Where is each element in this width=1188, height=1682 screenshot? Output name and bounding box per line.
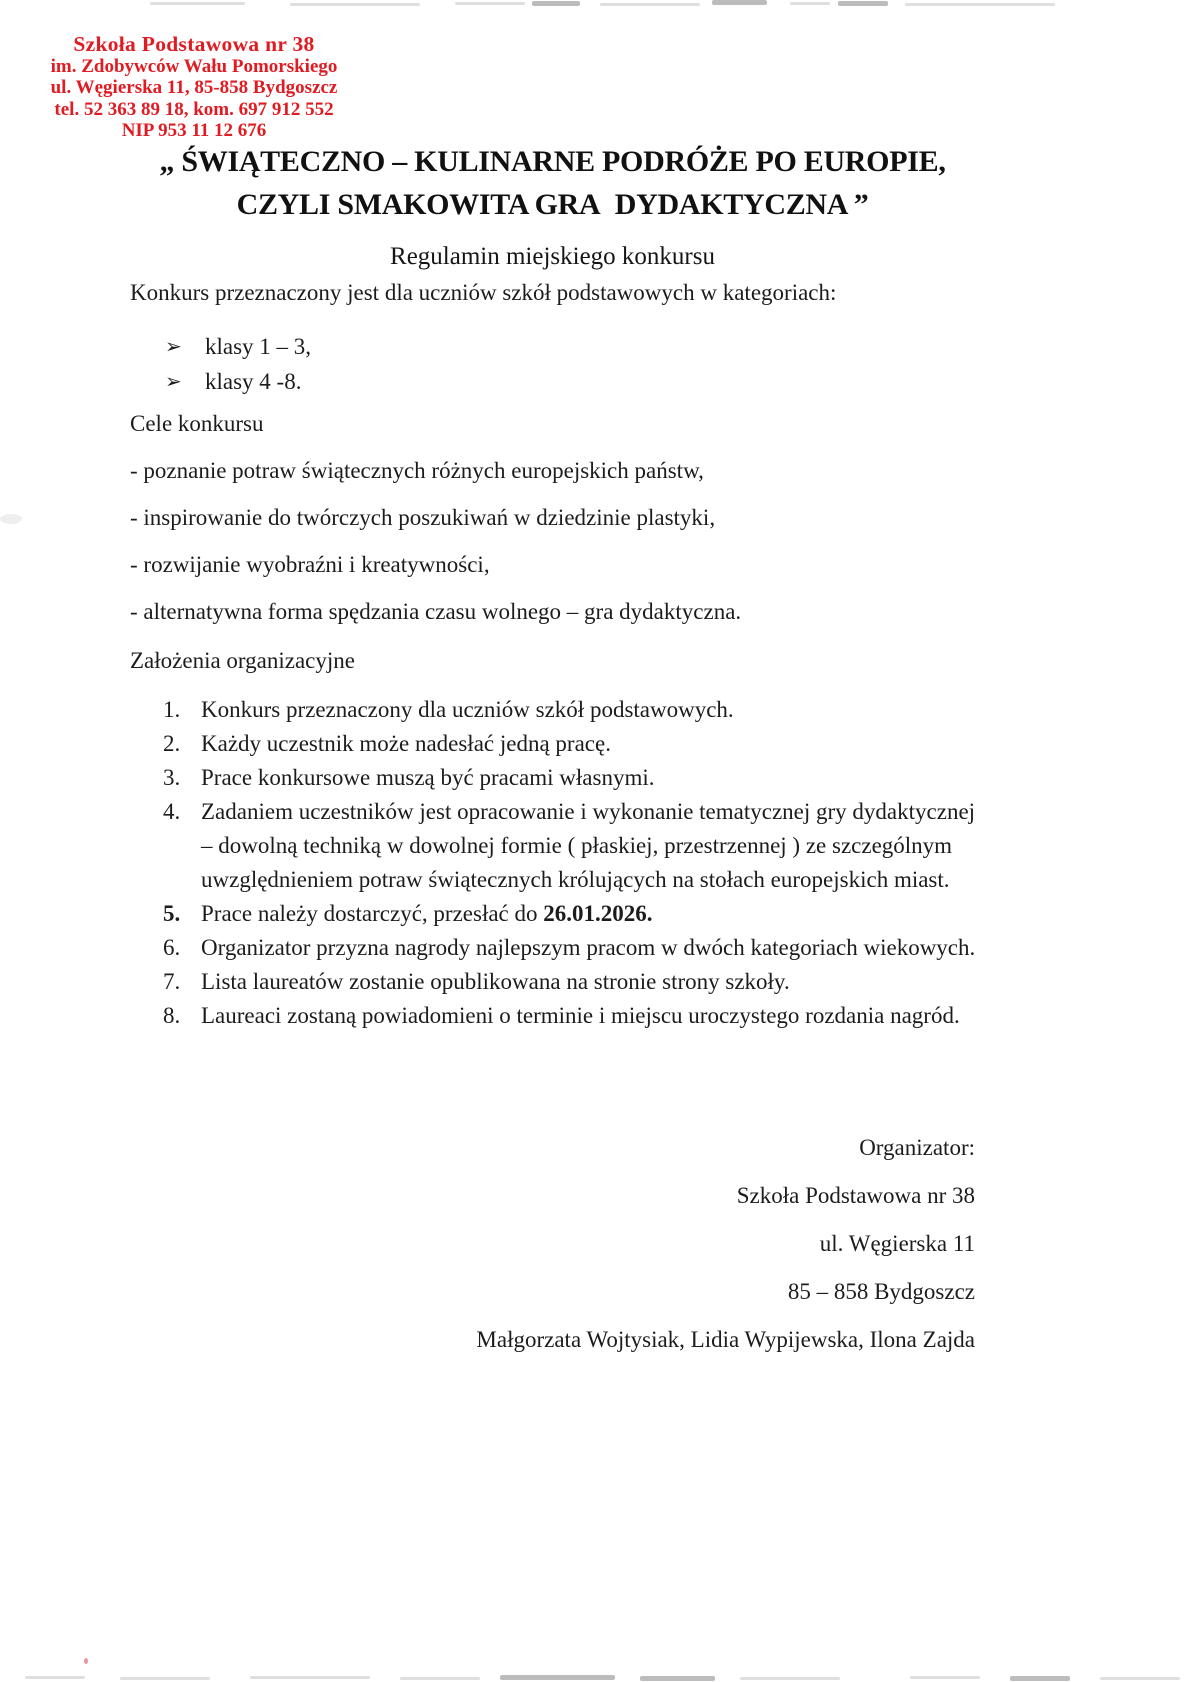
rule-text: [201, 897, 978, 931]
rules-heading: Założenia organizacyjne: [130, 648, 355, 673]
organizer-school: Szkoła Podstawowa nr 38: [736, 1183, 975, 1208]
rule-item: [163, 795, 978, 897]
rule-number: 8.: [163, 1003, 181, 1028]
category-list: [130, 329, 978, 399]
goals-heading: Cele konkursu: [130, 411, 264, 436]
rule-item: [163, 761, 978, 795]
rule-number: 3.: [163, 765, 181, 790]
stamp-address: ul. Węgierska 11, 85-858 Bydgoszcz: [50, 77, 338, 98]
rule-item: [163, 931, 978, 965]
goal-item: - poznanie potraw świątecznych różnych europejskich państw,: [130, 458, 704, 483]
rule-number: 4.: [163, 799, 181, 824]
rule-number: 6.: [163, 935, 181, 960]
arrow-bullet-icon: ➢: [165, 369, 182, 393]
rule-item: [163, 999, 978, 1033]
stamp-school-name: Szkoła Podstawowa nr 38: [73, 32, 315, 56]
document-title-line2: CZYLI SMAKOWITA GRA DYDAKTYCZNA ”: [236, 188, 869, 221]
rule-text: Każdy uczestnik może nadesłać jedną pracę.: [201, 731, 611, 756]
rule-number: 7.: [163, 969, 181, 994]
organizer-names: Małgorzata Wojtysiak, Lidia Wypijewska, Ilona Zajda: [476, 1327, 975, 1352]
rule-item-deadline: [163, 897, 978, 931]
document-subtitle: Regulamin miejskiego konkursu: [390, 243, 715, 270]
organizer-block: [275, 1133, 975, 1373]
school-stamp: [24, 34, 364, 142]
scan-artifact-dot: [84, 1658, 88, 1664]
rule-text: Organizator przyzna nagrody najlepszym pracom w dwóch kategoriach wiekowych.: [201, 935, 976, 960]
document-body: [130, 278, 978, 1033]
document-title: [120, 140, 985, 226]
stamp-phone: tel. 52 363 89 18, kom. 697 912 552: [54, 98, 334, 120]
rule-item: [163, 693, 978, 727]
scan-artifact-top: [0, 0, 1188, 10]
rule-text-prefix: Prace należy dostarczyć, przesłać do: [201, 901, 544, 926]
goal-item: - inspirowanie do twórczych poszukiwań w dziedzinie plastyki,: [130, 505, 716, 530]
scan-artifact-bottom: [0, 1672, 1188, 1682]
stamp-patron: im. Zdobywców Wału Pomorskiego: [50, 55, 338, 77]
rule-text: Zadaniem uczestników jest opracowanie i wykonanie tematycznej gry dydaktycznej – dowolną techniką w dowolnej formie ( płaskiej, przestrzennej ) ze szczególnym uwzględnieniem potraw świątecznych królujących na stołach europejskich miast.: [201, 799, 976, 892]
goal-item: - rozwijanie wyobraźni i kreatywności,: [130, 552, 490, 577]
goal-item: - alternatywna forma spędzania czasu wolnego – gra dydaktyczna.: [130, 599, 742, 624]
rule-text: Konkurs przeznaczony dla uczniów szkół podstawowych.: [201, 697, 734, 722]
rule-number: 5.: [163, 901, 181, 926]
rule-item: [163, 727, 978, 761]
organizer-label: Organizator:: [859, 1135, 975, 1160]
arrow-bullet-icon: ➢: [165, 334, 182, 358]
deadline-date: 26.01.2026.: [543, 901, 653, 926]
category-label: klasy 1 – 3,: [205, 334, 312, 359]
list-item: [130, 364, 978, 399]
category-label: klasy 4 -8.: [205, 369, 302, 394]
organizer-street: ul. Węgierska 11: [819, 1231, 975, 1256]
scan-artifact-smudge: [0, 514, 22, 524]
intro-paragraph: Konkurs przeznaczony jest dla uczniów szkół podstawowych w kategoriach:: [130, 280, 837, 305]
stamp-nip: NIP 953 11 12 676: [121, 120, 267, 141]
rule-item: [163, 965, 978, 999]
rule-text: Prace konkursowe muszą być pracami własnymi.: [201, 765, 655, 790]
rule-number: 1.: [163, 697, 181, 722]
document-title-line1: „ ŚWIĄTECZNO – KULINARNE PODRÓŻE PO EUROPIE,: [159, 145, 946, 178]
rules-list: [130, 693, 978, 1033]
list-item: [130, 329, 978, 364]
organizer-city: 85 – 858 Bydgoszcz: [787, 1279, 975, 1304]
rule-text: Lista laureatów zostanie opublikowana na stronie strony szkoły.: [201, 969, 790, 994]
rule-text: Laureaci zostaną powiadomieni o terminie i miejscu uroczystego rozdania nagród.: [201, 1003, 960, 1028]
rule-number: 2.: [163, 731, 181, 756]
